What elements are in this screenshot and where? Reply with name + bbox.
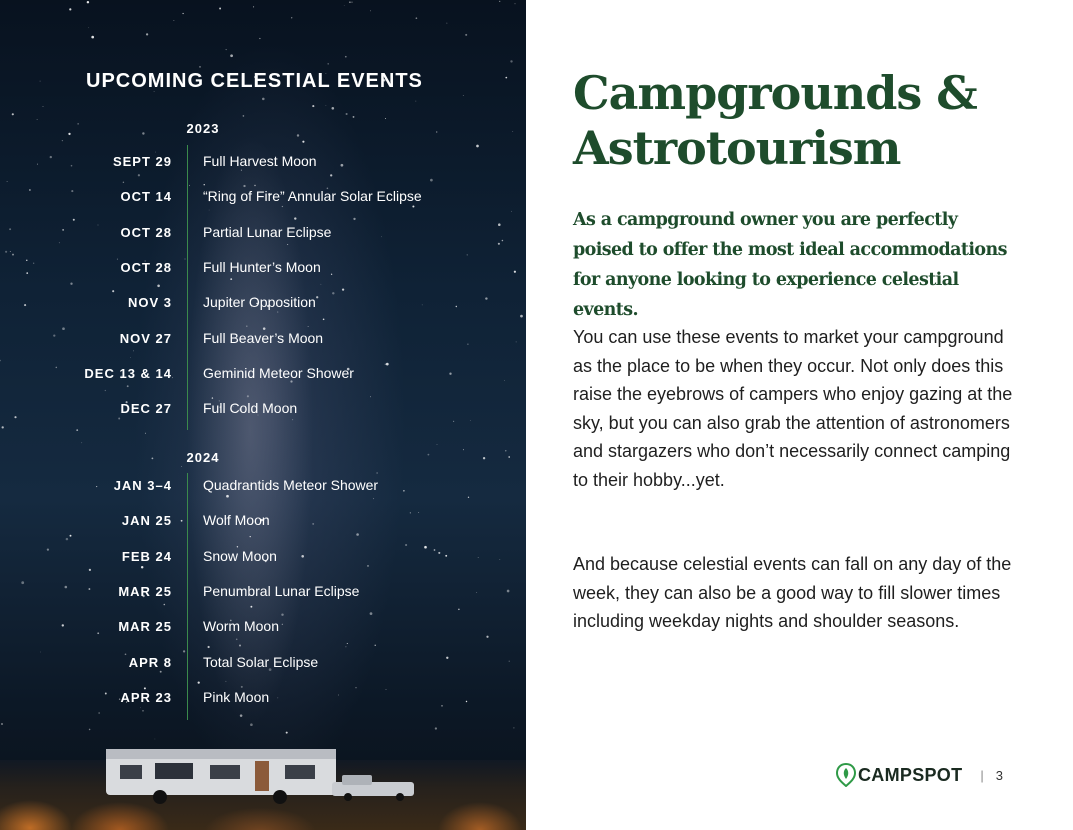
timeline-divider (187, 473, 188, 720)
event-date: OCT 14 (120, 189, 172, 205)
event-date: DEC 27 (120, 401, 172, 417)
event-date: NOV 27 (119, 330, 172, 346)
event-date: SEPT 29 (112, 154, 172, 169)
event-date: APR 8 (128, 654, 172, 670)
heading-line-2: Astrotourism (573, 121, 901, 175)
body-paragraph-1: You can use these events to market your campground as the place to be when they occur. Not only does this raise the eyebrows of campers who enjoy gazing at the sky, but you can also grab the attention of astronomers and stargazers who don’t necessarily connect camping to their hobby...yet. (573, 327, 1013, 490)
page-number: 3 (995, 767, 1004, 783)
timeline-divider (187, 145, 188, 430)
event-name: Full Cold Moon (203, 400, 298, 417)
event-date: OCT 28 (120, 224, 172, 240)
event-date: OCT 28 (120, 259, 172, 275)
event-name: Quadrantids Meteor Shower (203, 477, 379, 493)
truck-image (330, 772, 420, 802)
event-date: DEC 13 & 14 (84, 365, 172, 381)
heading-line-1: Campgrounds & (573, 66, 977, 120)
event-name: Partial Lunar Eclipse (203, 223, 332, 240)
event-name: Total Solar Eclipse (203, 653, 319, 670)
brand-name: CAMPSPOT (858, 764, 963, 785)
event-name: Geminid Meteor Shower (203, 364, 354, 381)
page-heading (573, 66, 1053, 176)
event-date: MAR 25 (118, 619, 172, 635)
event-date: NOV 3 (127, 295, 172, 311)
event-date: FEB 24 (121, 548, 172, 564)
event-date: JAN 3–4 (113, 478, 172, 493)
event-date: JAN 25 (121, 513, 172, 529)
event-date: APR 23 (120, 689, 172, 705)
footer (836, 762, 1003, 788)
event-name: Worm Moon (203, 618, 279, 635)
rv-camper-image (100, 735, 340, 805)
event-date: MAR 25 (118, 583, 172, 599)
lead-paragraph: As a campground owner you are perfectly poised to offer the most ideal accommodations for anyone looking to experience celestial events. (573, 210, 1007, 320)
event-name: Full Hunter’s Moon (203, 258, 321, 275)
event-name: Penumbral Lunar Eclipse (203, 582, 360, 599)
event-name: “Ring of Fire” Annular Solar Eclipse (203, 188, 422, 205)
events-title: UPCOMING CELESTIAL EVENTS (86, 70, 423, 92)
event-name: Full Harvest Moon (203, 153, 317, 169)
body-paragraph-2: And because celestial events can fall on any day of the week, they can also be a good way to fill slower times including weekday nights and shoulder seasons. (573, 554, 1012, 631)
event-name: Pink Moon (203, 688, 270, 705)
footer-separator: | (980, 767, 984, 783)
campspot-logo-icon (836, 763, 856, 787)
year-label: 2024 (186, 450, 220, 465)
year-label: 2023 (186, 121, 220, 136)
event-name: Jupiter Opposition (203, 294, 316, 311)
event-name: Full Beaver’s Moon (203, 329, 324, 346)
event-name: Wolf Moon (203, 512, 270, 529)
night-sky-panel (0, 0, 526, 830)
event-name: Snow Moon (203, 547, 277, 564)
